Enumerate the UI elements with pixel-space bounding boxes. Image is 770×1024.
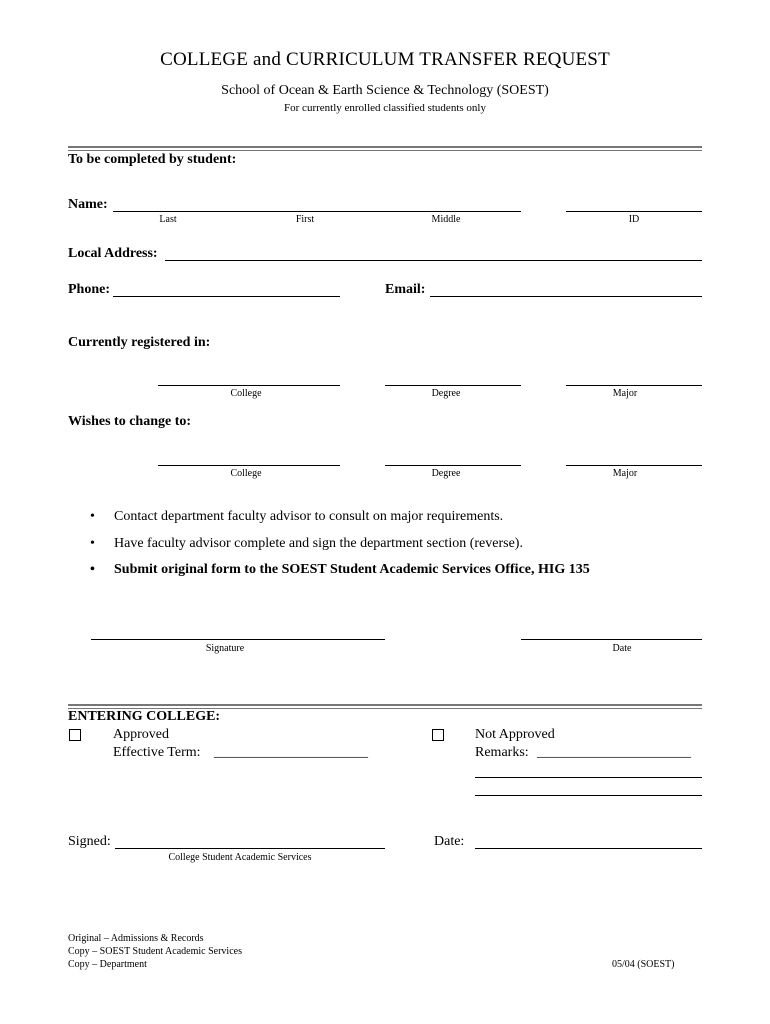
instruction-text: Have faculty advisor complete and sign the department section (reverse). — [114, 536, 523, 551]
not-approved-label: Not Approved — [475, 727, 555, 742]
new-major-field[interactable] — [566, 465, 702, 466]
signature-date-field[interactable] — [521, 639, 702, 640]
current-major-caption: Major — [612, 388, 638, 399]
new-degree-caption: Degree — [431, 468, 461, 479]
form-title: COLLEGE and CURRICULUM TRANSFER REQUEST — [160, 49, 610, 70]
entering-college-heading: ENTERING COLLEGE: — [68, 709, 221, 724]
change-label: Wishes to change to: — [68, 414, 192, 429]
instruction-text: Contact department faculty advisor to consult on major requirements. — [114, 509, 504, 524]
section-divider-top — [68, 146, 702, 151]
instruction-item — [90, 509, 503, 525]
name-field[interactable] — [113, 211, 521, 212]
new-major-caption: Major — [612, 468, 638, 479]
current-degree-field[interactable] — [385, 385, 521, 386]
email-label: Email: — [385, 282, 426, 297]
instruction-item — [90, 562, 590, 578]
id-caption: ID — [628, 214, 640, 225]
name-caption-first: First — [295, 214, 315, 225]
signed-caption: College Student Academic Services — [168, 852, 312, 863]
bullet-icon: • — [90, 562, 95, 577]
student-section-label: To be completed by student: — [68, 152, 237, 167]
address-label: Local Address: — [68, 246, 158, 261]
bullet-icon: • — [90, 509, 95, 524]
effective-term-label: Effective Term: — [113, 745, 201, 760]
approved-checkbox[interactable] — [69, 729, 81, 741]
eligibility-note: For currently enrolled classified students only — [284, 102, 486, 114]
name-caption-middle: Middle — [431, 214, 461, 225]
approved-label: Approved — [113, 727, 169, 742]
school-name: School of Ocean & Earth Science & Technology (SOEST) — [221, 83, 549, 98]
remarks-label: Remarks: — [475, 745, 529, 760]
address-field[interactable] — [165, 260, 702, 261]
instruction-text: Submit original form to the SOEST Student Academic Services Office, HIG 135 — [114, 562, 590, 577]
signature-caption: Signature — [205, 643, 245, 654]
id-field[interactable] — [566, 211, 702, 212]
not-approved-checkbox[interactable] — [432, 729, 444, 741]
name-caption-last: Last — [159, 214, 177, 225]
new-college-field[interactable] — [158, 465, 340, 466]
current-degree-caption: Degree — [431, 388, 461, 399]
registered-label: Currently registered in: — [68, 335, 211, 350]
signed-label: Signed: — [68, 834, 111, 849]
entering-date-field[interactable] — [475, 848, 702, 849]
current-college-caption: College — [230, 388, 262, 399]
phone-field[interactable] — [113, 296, 340, 297]
remarks-line-3[interactable] — [475, 795, 702, 796]
form-version: 05/04 (SOEST) — [612, 959, 675, 970]
remarks-field[interactable]: ______________________ — [537, 745, 691, 760]
distribution-original: Original – Admissions & Records — [68, 933, 204, 944]
signed-field[interactable] — [115, 848, 385, 849]
signature-field[interactable] — [91, 639, 385, 640]
remarks-line-2[interactable] — [475, 777, 702, 778]
new-college-caption: College — [230, 468, 262, 479]
bullet-icon: • — [90, 536, 95, 551]
phone-label: Phone: — [68, 282, 110, 297]
signature-date-caption: Date — [612, 643, 632, 654]
email-field[interactable] — [430, 296, 702, 297]
entering-date-label: Date: — [434, 834, 465, 849]
effective-term-field[interactable]: ______________________ — [214, 745, 368, 760]
name-label: Name: — [68, 197, 108, 212]
instruction-item — [90, 536, 523, 552]
current-major-field[interactable] — [566, 385, 702, 386]
new-degree-field[interactable] — [385, 465, 521, 466]
distribution-copy-department: Copy – Department — [68, 959, 147, 970]
current-college-field[interactable] — [158, 385, 340, 386]
distribution-copy-soest: Copy – SOEST Student Academic Services — [68, 946, 242, 957]
